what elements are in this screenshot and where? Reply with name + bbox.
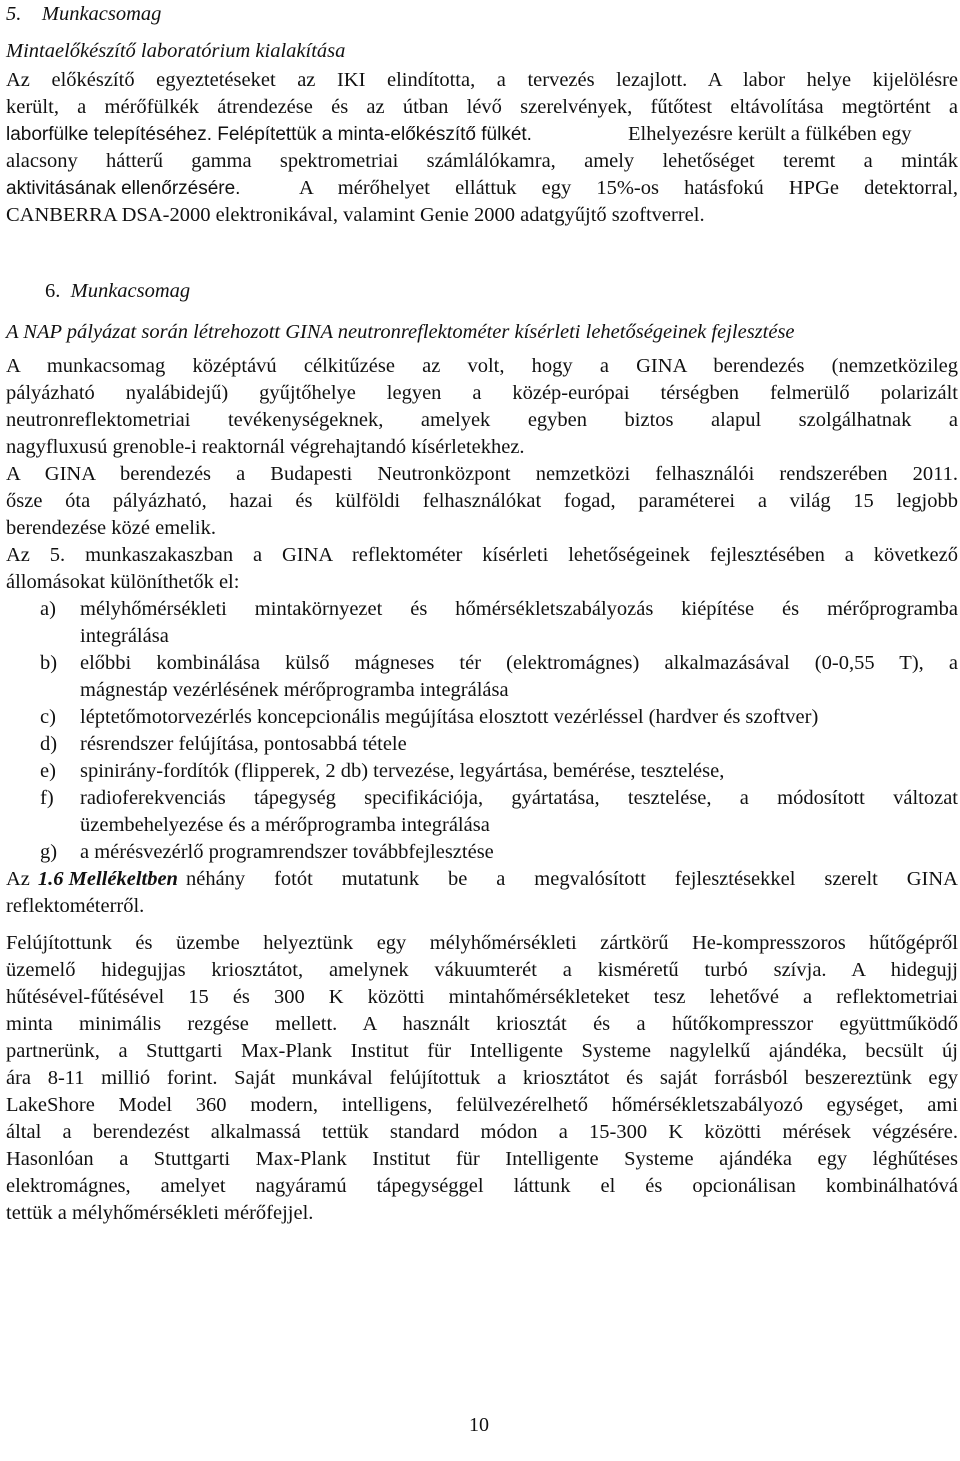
section-6-heading [45,278,190,304]
page-number: 10 [469,1414,489,1436]
appendix-prefix: Az [6,868,30,890]
section-5-line [6,175,240,202]
list-item-continuation: üzembehelyezése és a mérőprogramba integrálása [80,814,490,836]
list-item-text: radioferekvenciás tápegység specifikációja, gyártatása, tesztelése, a módosított változat [80,787,958,809]
section-5-line: került, a mérőfülkék átrendezése és az útban lévő szerelvények, fűtőtest eltávolítása megtörtént a [6,96,958,118]
paragraph-line: pályázható nyalábidejű) gyűjtőhelye legyen a közép-európai térségben felmerülő polarizált [6,382,958,404]
list-item-label: g) [40,841,58,863]
section-5-number: 5. [6,3,22,25]
section-5-line: Az előkészítő egyeztetéseket az IKI elindította, a tervezés lezajlott. A labor helye kijelölésre [6,69,958,91]
section-5-line: A mérőhelyet elláttuk egy 15%-os hatásfokú HPGe detektorral, [299,177,958,199]
paragraph-line: A GINA berendezés a Budapesti Neutronközpont nemzetközi felhasználói rendszerében 2011. [6,463,958,485]
section-5-subtitle: Mintaelőkészítő laboratórium kialakítása [6,40,346,62]
list-item-text: mélyhőmérsékleti mintakörnyezet és hőmérsékletszabályozás kiépítése és mérőprogramba [80,598,958,620]
paragraph-line: berendezése közé emelik. [6,517,217,539]
list-item-text: a mérésvezérlő programrendszer továbbfejlesztése [80,841,494,863]
section-6-number: 6. [45,280,61,302]
section-5-line-sans: aktivitásának ellenőrzésére. [6,178,241,199]
list-item-label: d) [40,733,58,755]
section-6-title: Munkacsomag [70,280,191,302]
list-item-continuation: integrálása [80,625,169,647]
list-item-label: f) [40,787,54,809]
paragraph-line: Hasonlóan a Stuttgarti Max-Plank Institut für Intelligente Systeme ajándéka egy léghűtéses [6,1148,958,1170]
paragraph-line: tettük a mélyhőmérsékleti mérőfejjel. [6,1202,314,1224]
paragraph-line: üzemelő hidegujjas kriosztátot, amelynek vákuumterét a kisméretű turbó szívja. A hidegujj [6,959,958,981]
paragraph-line: ősze óta pályázható, hazai és külföldi felhasználókat fogad, paraméterei a világ 15 legjobb [6,490,958,512]
paragraph-line: hűtésével-fűtésével 15 és 300 K közötti mintahőmérsékleteket tesz lehetővé a reflektometriai [6,986,958,1008]
list-item-label: e) [40,760,56,782]
paragraph-line: elektromágnes, amelyet nagyáramú tápegységgel láttunk el és opcionálisan kombinálhatóvá [6,1175,958,1197]
section-6-subtitle: A NAP pályázat során létrehozott GINA neutronreflektométer kísérleti lehetőségeinek fejlesztése [6,321,795,343]
list-item-text: léptetőmotorvezérlés koncepcionális megújítása elosztott vezérléssel (hardver és szoftver) [80,706,819,728]
section-5-line [6,121,532,148]
section-5-line-sans: laborfülke telepítéséhez. Felépítettük a minta-előkészítő fülkét. [6,124,532,145]
appendix-text: néhány fotót mutatunk be a megvalósított fejlesztésekkel szerelt GINA [185,868,958,890]
list-item-label: a) [40,598,56,620]
section-5-title: Munkacsomag [41,3,162,25]
paragraph-line: Az 5. munkaszakaszban a GINA reflektométer kísérleti lehetőségeinek fejlesztésében a következő [6,544,958,566]
section-5-line: CANBERRA DSA-2000 elektronikával, valamint Genie 2000 adatgyűjtő szoftverrel. [6,204,705,226]
section-5-heading [6,1,161,27]
paragraph-line: állomásokat különíthetők el: [6,571,240,593]
appendix-line-2: reflektométerről. [6,895,145,917]
paragraph-line: Felújítottunk és üzembe helyeztünk egy mélyhőmérsékleti zártkörű He-kompresszoros hűtőgépről [6,932,958,954]
paragraph-line: minta minimális rezgése mellett. A használt kriosztát és a hűtőkompresszor együttműködő [6,1013,958,1035]
section-5-line: Elhelyezésre került a fülkében egy [628,123,912,145]
list-item-text: előbbi kombinálása külső mágneses tér (elektromágnes) alkalmazásával (0-0,55 T), a [80,652,958,674]
paragraph-line: partnerünk, a Stuttgarti Max-Plank Institut für Intelligente Systeme nagylelkű ajándéka, becsült új [6,1040,958,1062]
paragraph-line: ára 8-11 millió forint. Saját munkával felújítottuk a kriosztátot és saját forrásból beszereztünk egy [6,1067,958,1089]
paragraph-line: által a berendezést alkalmassá tettük standard módon a 15-300 K közötti mérések végzésére. [6,1121,958,1143]
list-item-text: spinirány-fordítók (flipperek, 2 db) tervezése, legyártása, bemérése, tesztelése, [80,760,725,782]
paragraph-line: A munkacsomag középtávú célkitűzése az volt, hogy a GINA berendezés (nemzetközileg [6,355,958,377]
paragraph-line: LakeShore Model 360 modern, intelligens, felülvezérelhető hőmérsékletszabályozó egységet, ami [6,1094,958,1116]
list-item-label: b) [40,652,58,674]
paragraph-line: nagyfluxusú grenoble-i reaktornál végrehajtandó kísérletekhez. [6,436,525,458]
list-item-label: c) [40,706,56,728]
section-5-line: alacsony hátterű gamma spektrometriai számlálókamra, amely lehetőséget teremt a minták [6,150,958,172]
appendix-line [6,866,958,892]
appendix-reference: 1.6 Mellékeltben [37,868,178,890]
paragraph-line: neutronreflektometriai tevékenységeknek, amelyek egyben biztos alapul szolgálhatnak a [6,409,958,431]
list-item-continuation: mágnestáp vezérlésének mérőprogramba integrálása [80,679,509,701]
list-item-text: résrendszer felújítása, pontosabbá tétele [80,733,407,755]
